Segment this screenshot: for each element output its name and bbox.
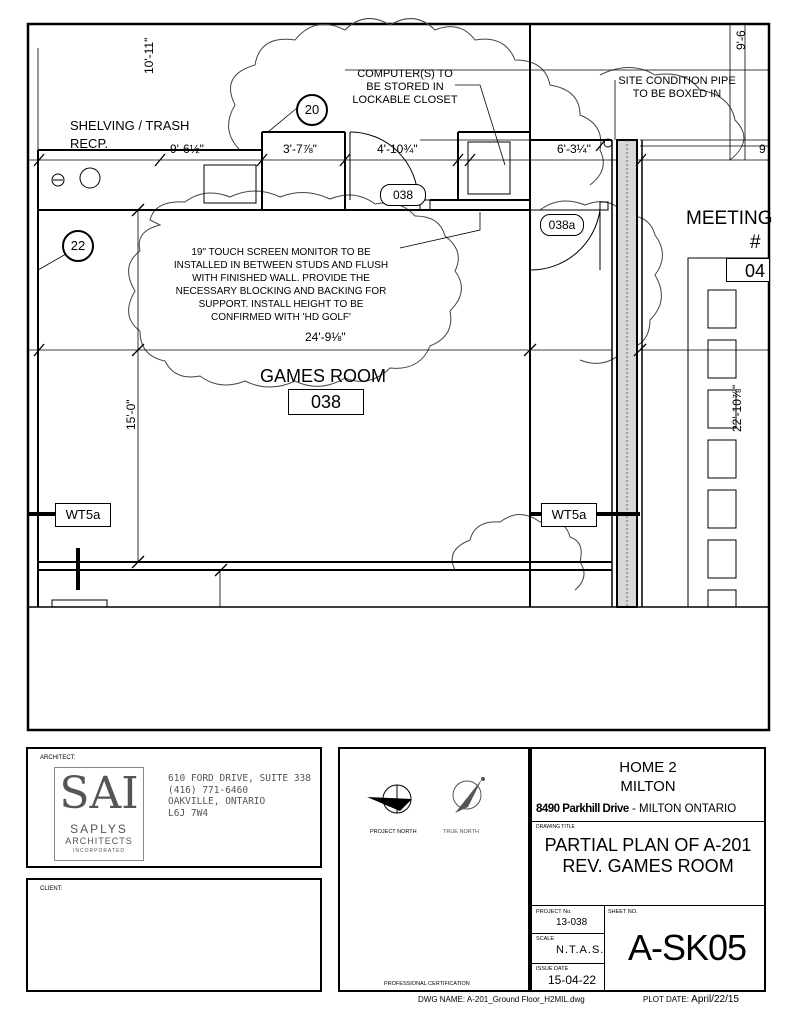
note-computers: COMPUTER(S) TO BE STORED IN LOCKABLE CLOSET [352,68,458,106]
dim-4-10: 4'-10¾" [377,142,418,156]
divider-1 [532,821,764,822]
dim-22-10: 22'-10⅞" [730,384,744,432]
divider-2 [532,905,764,906]
dwg-name-value: A-201_Ground Floor_H2MIL.dwg [466,995,585,1004]
meeting-room-number: 04 [726,258,769,282]
client-panel [26,878,322,992]
plot-date-value: April/22/15 [691,994,739,1005]
scale-value: N.T.A.S. [556,944,605,956]
dim-3-7: 3'-7⅞" [283,142,317,156]
project-address [536,803,736,815]
professional-cert-label: PROFESSIONAL CERTIFICATION [384,981,470,987]
issue-date: 15-04-22 [548,973,597,987]
wall-type-tag-right: WT5a [541,503,597,527]
address-line-1: 610 FORD DRIVE, SUITE 338 [168,773,311,784]
architect-panel [26,747,322,868]
project-north-arrow [367,785,412,813]
project-north-label: PROJECT NORTH [370,829,417,835]
scale-label: SCALE [536,936,555,942]
meeting-room-name: MEETING [686,208,773,229]
room-name: GAMES ROOM [259,366,386,386]
drawing-title-line-1: PARTIAL PLAN OF A-201 [544,835,752,855]
address-line-4: L6J 7W4 [168,807,209,819]
north-panel [338,747,530,992]
project-name-2: MILTON [620,778,676,795]
sheet-no-label: SHEET NO. [608,909,638,915]
detail-tag-22: 22 [62,230,94,262]
detail-tag-20: 20 [296,94,328,126]
dim-6-3: 6'-3¼" [557,142,591,156]
room-number: 038 [288,389,364,415]
project-no-label: PROJECT No. [536,909,572,915]
wall-type-tag-left: WT5a [55,503,111,527]
divider-4 [532,963,604,964]
drawing-title-label: DRAWING TITLE [536,824,575,830]
issue-date-label: ISSUE DATE [536,966,569,972]
door-tag-038a: 038a [540,214,584,236]
dim-9-top: 9 [759,142,766,156]
project-name-1: HOME 2 [619,759,677,776]
north-arrows [340,759,528,859]
project-no: 13-038 [556,917,588,928]
drawing-title-line-2: REV. GAMES ROOM [562,856,734,876]
project-street: 8490 Parkhill Drive [536,803,629,815]
dwg-name [418,995,585,1004]
true-north-label: TRUE NORTH [443,829,479,835]
logo-sub2: INCORPORATED [73,848,125,854]
project-city: - MILTON ONTARIO [632,803,737,815]
note-touch-screen: 19" TOUCH SCREEN MONITOR TO BE INSTALLED IN BETWEEN STUDS AND FLUSH WITH FINISHED WALL. PROVIDE THE NECESSARY BLOCKING AND BACKING FOR SUPPORT. INSTALL HEIGHT TO BE CONFIRMED WITH 'HD GOLF' [173,247,389,323]
dim-24-9: 24'-9⅛" [305,330,346,344]
address-line-3: OAKVILLE, ONTARIO [168,796,266,807]
divider-3 [532,933,604,934]
address-line-2: (416) 771-6460 [168,784,249,796]
dim-15-0: 15'-0" [124,399,138,430]
dim-10-11: 10'-11" [142,37,156,74]
meeting-room-hash: # [750,232,761,253]
client-label: CLIENT: [40,886,63,892]
plot-date [643,994,739,1005]
drawing-title [532,835,764,877]
dim-9-6-half: 9'-6½" [170,142,204,156]
firm-logo [54,767,144,861]
dim-9-6-top: 9'-6 [734,30,748,50]
meeting-chairs [688,258,769,607]
plot-date-label: PLOT DATE: [643,995,689,1004]
door-tag-038: 038 [380,184,426,206]
architect-label: ARCHITECT: [40,755,76,761]
dwg-name-label: DWG NAME: [418,995,466,1004]
logo-name: SAPLYS [70,822,128,836]
note-site-pipe: SITE CONDITION PIPE TO BE BOXED IN [618,75,736,100]
sheet-number: A-SK05 [627,927,747,968]
logo-sub: ARCHITECTS [65,836,133,846]
firm-address [168,773,311,819]
project-panel [530,747,766,992]
note-shelving-text: SHELVING / TRASH RECP. [70,118,190,151]
true-north-arrow [453,777,485,813]
logo-letters: SAI [59,768,139,819]
